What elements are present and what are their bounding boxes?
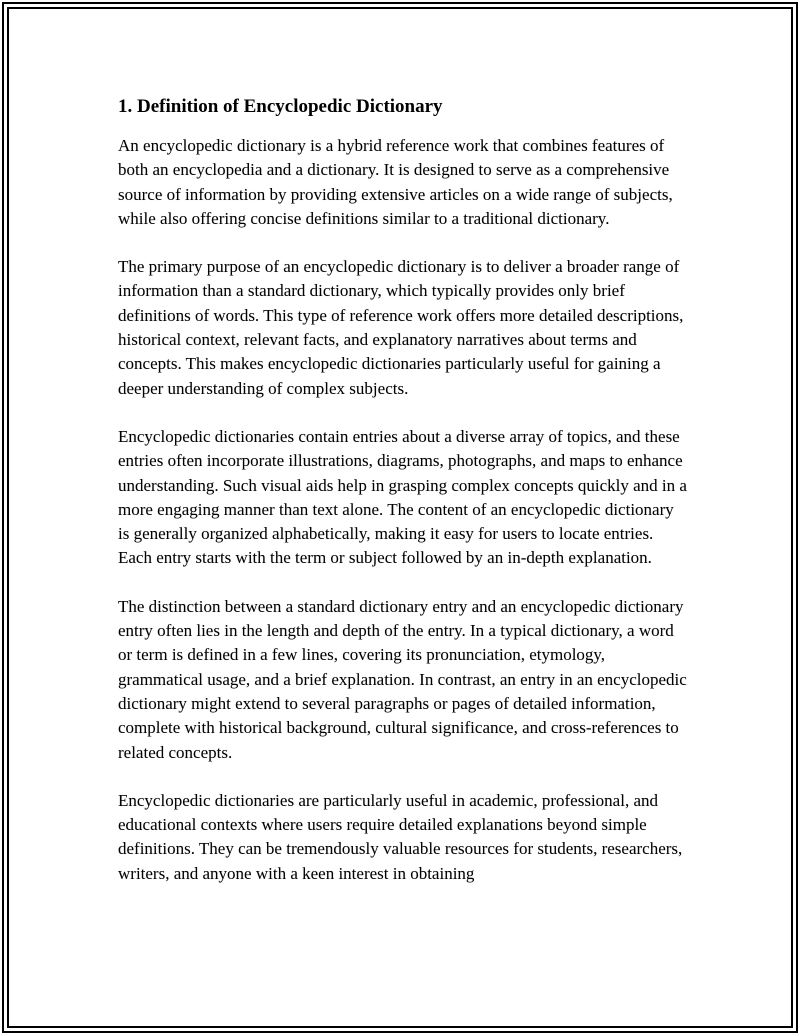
paragraph-4: The distinction between a standard dictionary entry and an encyclopedic dictionary entry often lies in the length and depth of the entry. In a typical dictionary, a word or term is defined in a few lines, covering its pronunciation, etymology, grammatical usage, and a brief explanation. In contrast, an entry in an encyclopedic dictionary might extend to several paragraphs or pages of detailed information, complete with historical background, cultural significance, and cross-references to related concepts.	[118, 596, 687, 762]
section-heading: 1. Definition of Encyclopedic Dictionary	[118, 96, 443, 117]
paragraph-3: Encyclopedic dictionaries contain entries about a diverse array of topics, and these entries often incorporate illustrations, diagrams, photographs, and maps to enhance understanding. Such visual aids help in grasping complex concepts quickly and in a more engaging manner than text alone. The content of an encyclopedic dictionary is generally organized alphabetically, making it easy for users to locate entries. Each entry starts with the term or subject followed by an in-depth explanation.	[118, 426, 687, 568]
paragraph-5: Encyclopedic dictionaries are particularly useful in academic, professional, and educational contexts where users require detailed explanations beyond simple definitions. They can be tremendously valuable resources for students, researchers, writers, and anyone with a keen interest in obtaining	[118, 790, 683, 883]
paragraph-1: An encyclopedic dictionary is a hybrid reference work that combines features of both an encyclopedia and a dictionary. It is designed to serve as a comprehensive source of information by providing extensive articles on a wide range of subjects, while also offering concise definitions similar to a traditional dictionary.	[118, 136, 673, 228]
document-body	[118, 94, 688, 910]
paragraph-2: The primary purpose of an encyclopedic dictionary is to deliver a broader range of information than a standard dictionary, which typically provides only brief definitions of words. This type of reference work offers more detailed descriptions, historical context, relevant facts, and explanatory narratives about terms and concepts. This makes encyclopedic dictionaries particularly useful for gaining a deeper understanding of complex subjects.	[118, 257, 684, 398]
